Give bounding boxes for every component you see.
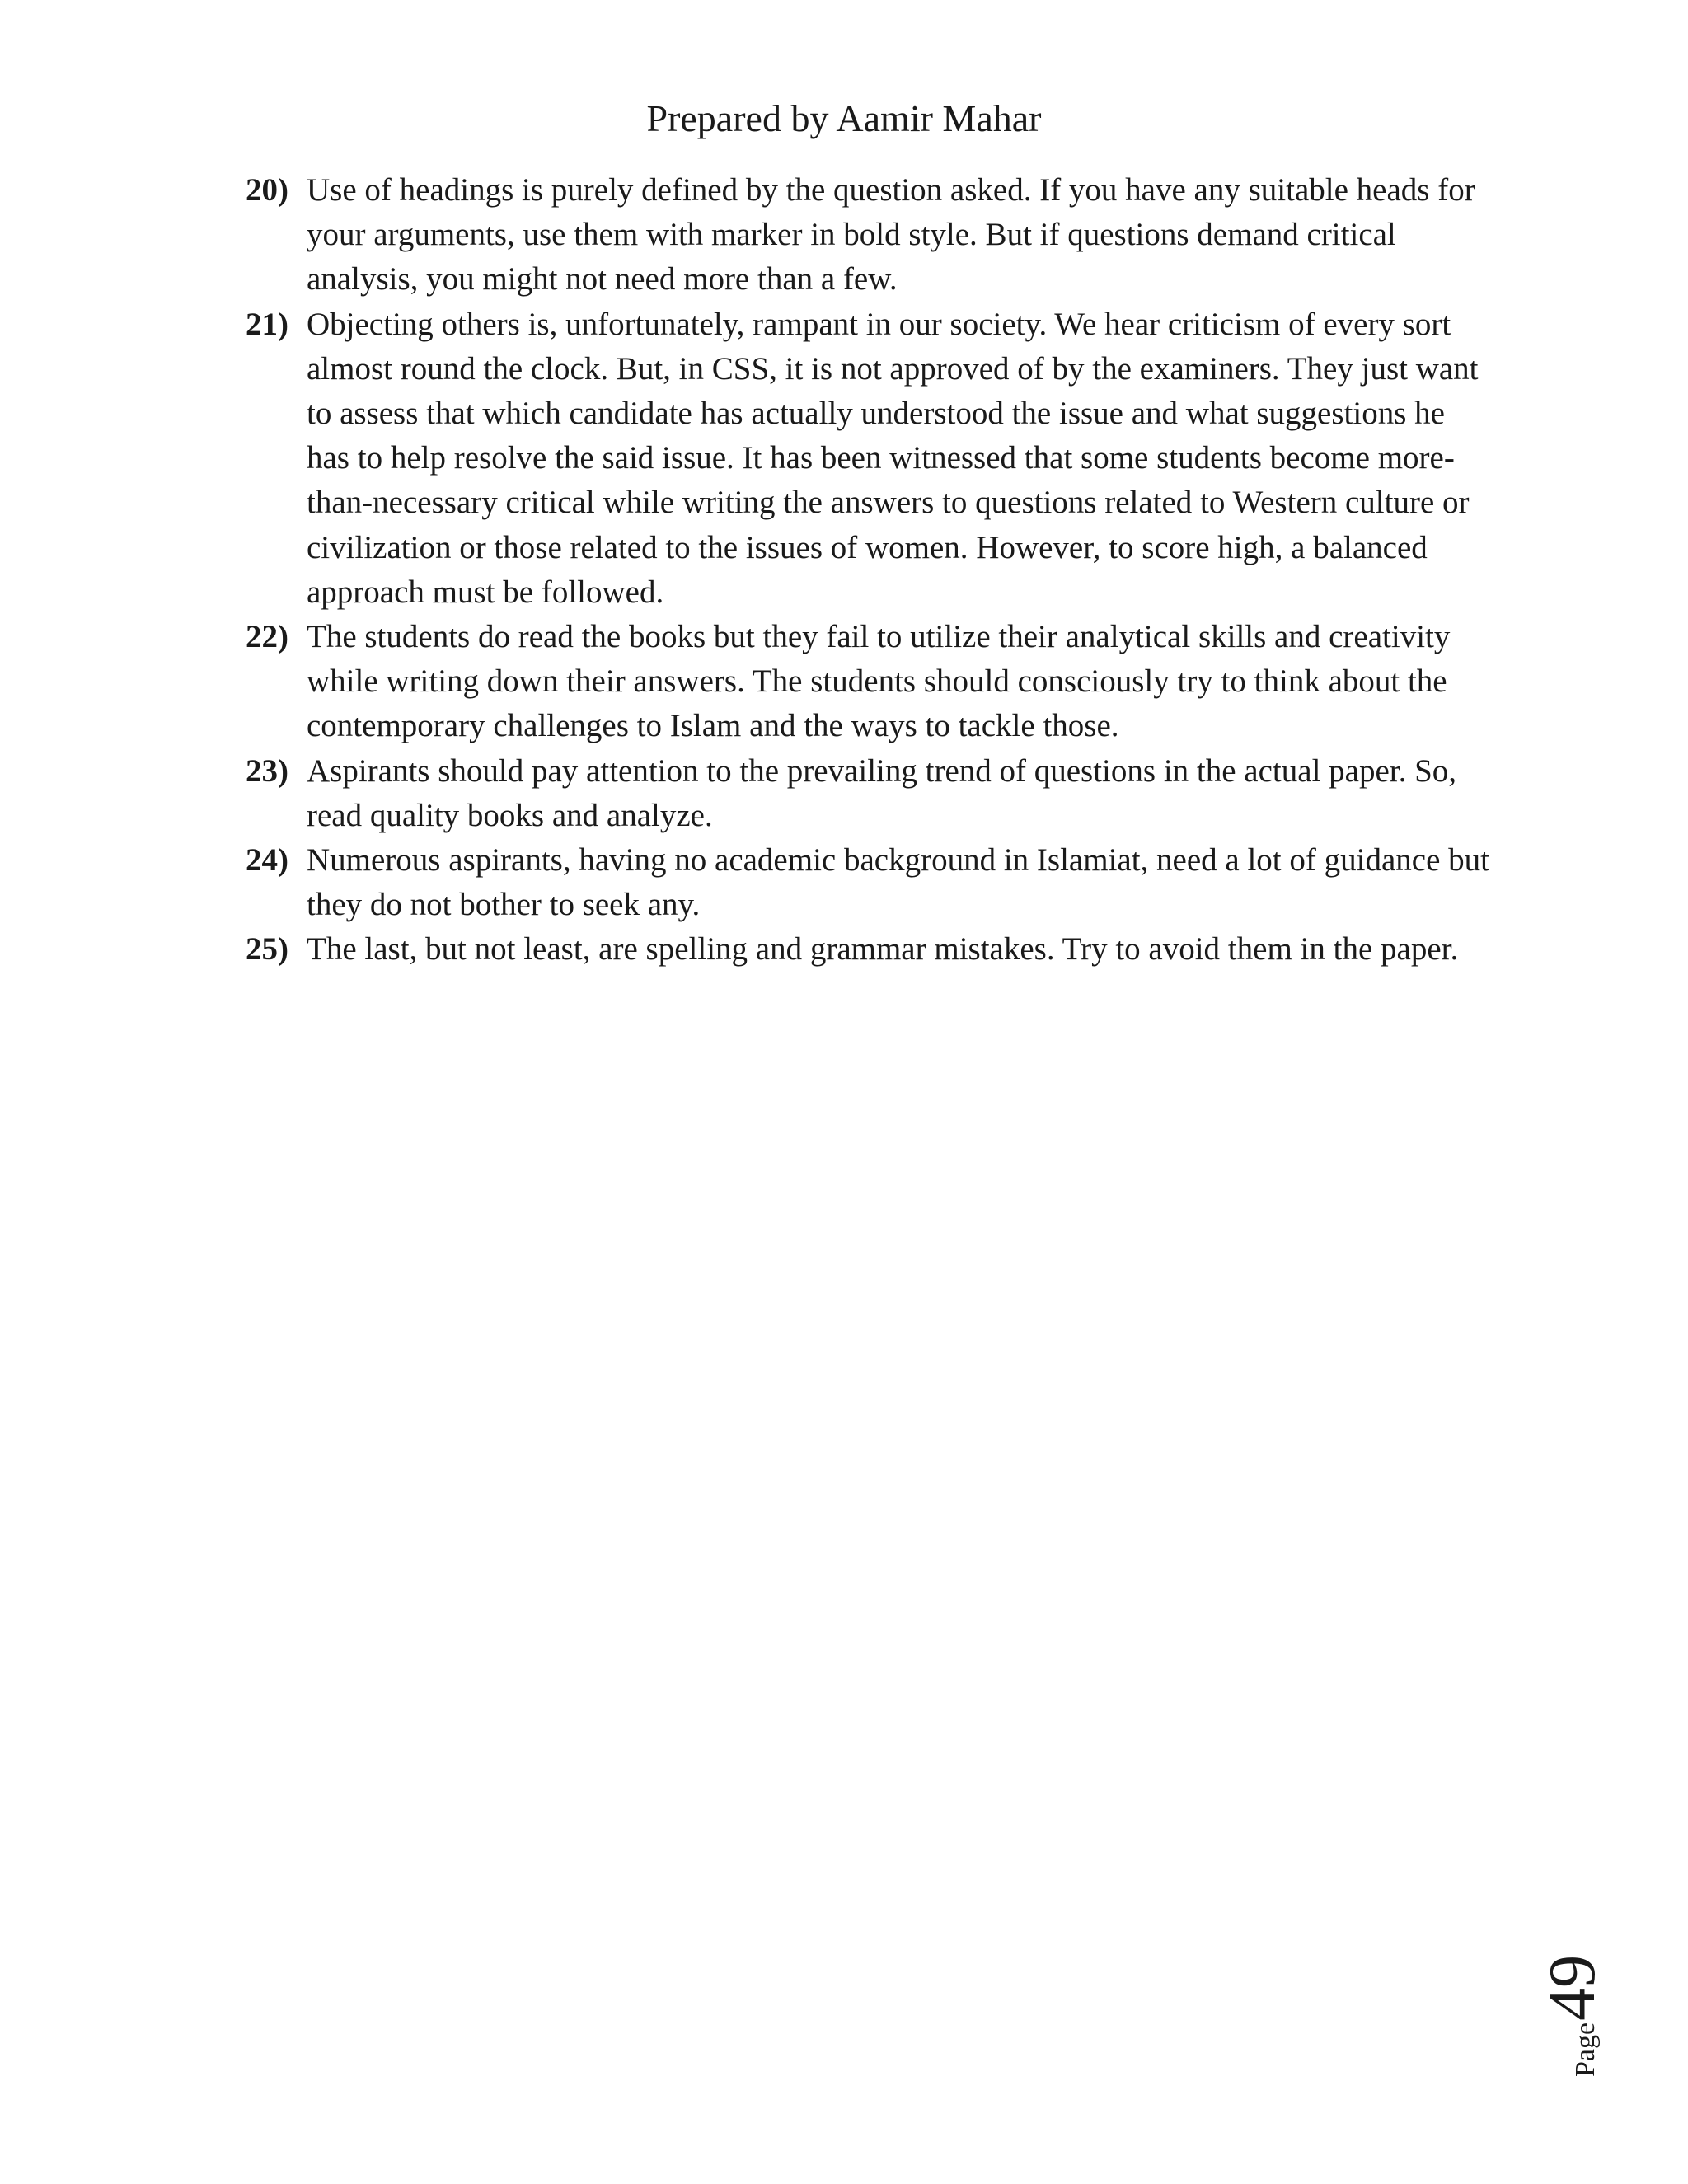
item-text: The last, but not least, are spelling and grammar mistakes. Try to avoid them in the paper. [307,931,1459,968]
numbered-tips-list [239,168,1492,972]
list-item [239,927,1492,972]
list-item [239,615,1492,749]
item-number: 25) [246,931,288,968]
item-number: 22) [246,619,288,655]
item-number: 24) [246,842,288,879]
item-number: 23) [246,752,288,789]
page-header-author: Prepared by Aamir Mahar [646,97,1042,139]
item-text: The students do read the books but they fail to utilize their analytical skills and creativity while writing down their answers. The students should consciously try to think about the contemporary challenges to Islam and the ways to tackle those. [307,619,1451,744]
list-item [239,302,1492,615]
page-footer [1531,1912,1655,2077]
item-text: Numerous aspirants, having no academic background in Islamiat, need a lot of guidance but they do not bother to seek any. [307,842,1489,923]
list-item [239,168,1492,302]
item-number: 20) [246,172,288,208]
item-text: Aspirants should pay attention to the prevailing trend of questions in the actual paper. So, read quality books and analyze. [307,752,1457,833]
item-text: Objecting others is, unfortunately, rampant in our society. We hear criticism of every sort almost round the clock. But, in CSS, it is not approved of by the examiners. They just want to assess that which candidate has actually understood the issue and what suggestions he has to help resolve the said issue. It has been witnessed that some students become more-than-necessary critical while writing the answers to questions related to Western culture or civilization or those related to the issues of women. However, to score high, a balanced approach must be followed. [307,306,1479,610]
list-item [239,749,1492,838]
item-text: Use of headings is purely defined by the question asked. If you have any suitable heads for your arguments, use them with marker in bold style. But if questions demand critical analysis, you might not need more than a few. [307,172,1475,298]
page-label: Page [1570,2022,1601,2077]
item-number: 21) [246,306,288,342]
page-number: 49 [1536,1954,1609,2021]
list-item [239,838,1492,927]
